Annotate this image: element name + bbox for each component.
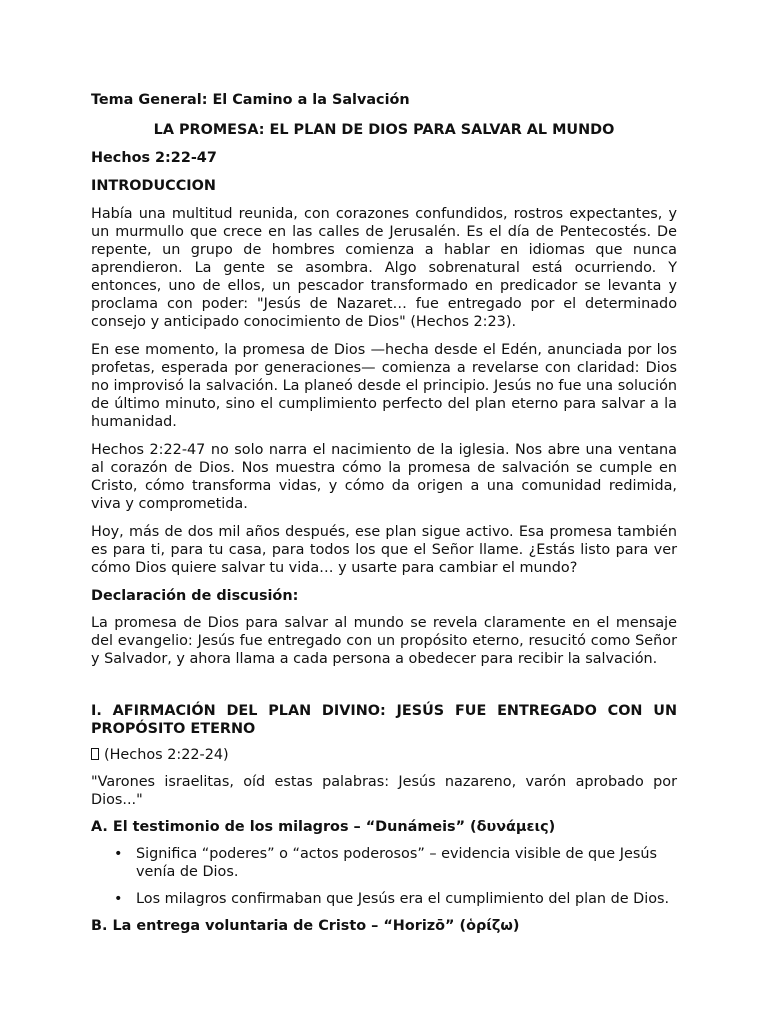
sermon-title: LA PROMESA: EL PLAN DE DIOS PARA SALVAR AL MUNDO	[153, 122, 615, 138]
section-1-heading: I. AFIRMACIÓN DEL PLAN DIVINO: JESÚS FUE ENTREGADO CON UN PROPÓSITO ETERNO	[91, 703, 677, 737]
section-1-reference-text: (Hechos 2:22-24)	[104, 747, 229, 763]
intro-paragraph-1: Había una multitud reunida, con corazones confundidos, rostros expectantes, y un murmullo que crece en las calles de Jerusalén. Es el día de Pentecostés. De repente, un grupo de hombres comienza a hablar en idiomas que nunca aprendieron. La gente se asombra. Algo sobrenatural está ocurriendo. Y entonces, uno de ellos, un pescador transformado en predicador se levanta y proclama con poder: "Jesús de Nazaret… fue entregado por el determinado consejo y anticipado conocimiento de Dios" (Hechos 2:23).	[91, 206, 677, 330]
intro-paragraph-3: Hechos 2:22-47 no solo narra el nacimiento de la iglesia. Nos abre una ventana al corazón de Dios. Nos muestra cómo la promesa de salvación se cumple en Cristo, cómo transforma vidas, y cómo da origen a una comunidad redimida, viva y comprometida.	[91, 442, 677, 512]
section-1-quote: "Varones israelitas, oíd estas palabras: Jesús nazareno, varón aprobado por Dios..."	[91, 774, 677, 808]
missing-glyph-icon	[91, 748, 99, 760]
discussion-statement-heading: Declaración de discusión:	[91, 588, 299, 604]
scripture-reference-heading: Hechos 2:22-47	[91, 150, 217, 166]
subsection-a-bullet-list	[91, 845, 677, 908]
introduction-heading: INTRODUCCION	[91, 178, 216, 194]
bullet-item: • Significa “poderes” o “actos poderosos” – evidencia visible de que Jesús venía de Dios.	[136, 845, 677, 881]
subsection-a-heading: A. El testimonio de los milagros – “Dunámeis” (δυνάμεις)	[91, 819, 556, 835]
section-1-reference	[91, 746, 677, 764]
intro-paragraph-2: En ese momento, la promesa de Dios —hecha desde el Edén, anunciada por los profetas, esperada por generaciones— comienza a revelarse con claridad: Dios no improvisó la salvación. La planeó desde el principio. Jesús no fue una solución de último minuto, sino el cumplimiento perfecto del plan eterno para salvar a la humanidad.	[91, 342, 677, 430]
bullet-item: • Los milagros confirmaban que Jesús era el cumplimiento del plan de Dios.	[136, 890, 677, 908]
intro-paragraph-4: Hoy, más de dos mil años después, ese plan sigue activo. Esa promesa también es para ti, para tu casa, para todos los que el Señor llame. ¿Estás listo para ver cómo Dios quiere salvar tu vida… y usarte para cambiar el mundo?	[91, 524, 677, 576]
subsection-b-heading: B. La entrega voluntaria de Cristo – “Horizō” (ὁρίζω)	[91, 918, 520, 934]
general-theme-heading: Tema General: El Camino a la Salvación	[91, 92, 410, 108]
discussion-statement-text: La promesa de Dios para salvar al mundo se revela claramente en el mensaje del evangelio: Jesús fue entregado con un propósito eterno, resucitó como Señor y Salvador, y ahora llama a cada persona a obedecer para recibir la salvación.	[91, 615, 677, 667]
